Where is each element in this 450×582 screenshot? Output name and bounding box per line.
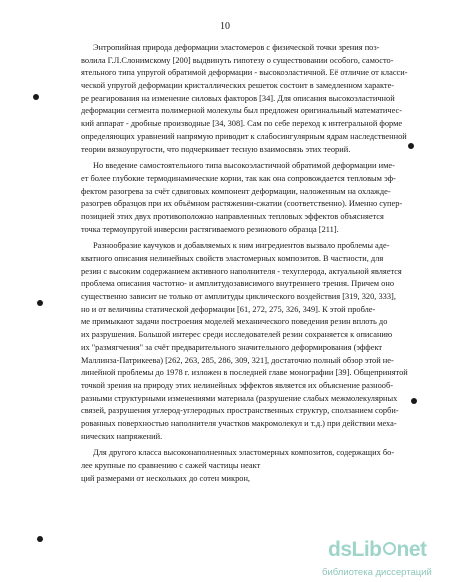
text-line: разными структурными изменениями материала (разрушение слабых межмолекулярных: [81, 393, 398, 403]
text-line: лее крупные по сравнению с сажей частицы неакт: [81, 461, 261, 470]
watermark-logo-post: net: [396, 538, 427, 561]
text-line: но и от величины статической деформации [61, 272, 275, 326, 349]. К этой пробле-: [81, 304, 376, 314]
text-line: теории вязкоупругости, что подчеркивает тесную взаимосвязь этих теорий.: [81, 144, 351, 154]
paragraph: [81, 447, 413, 485]
watermark-dot-icon: [383, 542, 396, 555]
text-line: проблема описания частотно- и амплитудозависимого внутреннего трения. Причем оно: [81, 279, 395, 289]
text-line: резин с высоким содержанием активного наполнителя - техуглерода, актуальной является: [81, 266, 402, 276]
watermark-logo: [322, 538, 450, 582]
text-line: волила Г.Л.Слонимскому [200] выдвинуть гипотезу о существовании особого, самосто-: [81, 55, 394, 65]
text-line: позицией этих двух противоположно направленных тепловых эффектов объясняется: [81, 211, 384, 221]
text-line: Маллинза-Патрикеева) [262, 263, 285, 286, 309, 321], достаточно полный обзор этой не-: [81, 355, 394, 365]
watermark-logo-text: [328, 538, 427, 562]
text-line: ме примыкают задачи построения моделей механического поведения резин вплоть до: [81, 317, 388, 327]
text-line: разогрев образцов при их объёмном растяжении-сжатии (соответственно). Именно супер-: [81, 199, 403, 209]
text-line: ческой упругой деформации кристаллических решеток состоит в замедленном характе-: [81, 81, 395, 91]
text-line: точкой зрения на природу этих нелинейных эффектов является их объяснение разнооб-: [81, 380, 394, 390]
punch-hole-mark: [37, 536, 43, 542]
text-line: Разнообразие каучуков и добавляемых к ним ингредиентов вызвало проблемы аде-: [93, 241, 390, 251]
paragraph: [81, 240, 413, 443]
punch-hole-mark: [33, 94, 39, 100]
text-line: связей, разрушения углерод-углеродных пространственных структур, сползанием сорби-: [81, 406, 399, 416]
text-line: ций размерами от нескольких до сотен микрон,: [81, 473, 251, 483]
text-line: фектом разогрева за счёт сдвиговых компонент деформации, наложенным на охлажде-: [81, 186, 391, 196]
text-line: нических напряжений.: [81, 431, 163, 441]
watermark-caption: библиотека диссертаций: [322, 567, 432, 578]
text-line: их "размягчения" за счёт предварительного значительного деформирования (эффект: [81, 342, 383, 352]
text-line: ет более глубокие термодинамические корни, так как она сопровождается тепловым эф-: [81, 173, 396, 183]
text-line: Для другого класса высоконаполненных эластомерных композитов, содержащих бо-: [93, 448, 395, 458]
text-line: кий аппарат - дробные производные [34, 308]. Сам по себе переход к интегральной форме: [81, 119, 403, 129]
text-line: их разрушения. Большой интерес среди исследователей резин сохраняется к описанию: [81, 330, 393, 340]
text-line: Но введение самостоятельного типа высокоэластичной обратимой деформации име-: [93, 161, 395, 171]
page-number: 10: [220, 21, 230, 32]
document-body: [81, 42, 413, 485]
text-line: существенно зависит не только от амплитуды циклического воздействия [319, 320, 333],: [81, 292, 396, 302]
text-line: линейной проблемы до 1978 г. изложен в последней главе монографии [39]. Общепринятой: [81, 368, 408, 378]
text-line: кватного описания нелинейных свойств эластомерных композитов. В частности, для: [81, 254, 384, 263]
paragraph: [81, 160, 413, 236]
text-line: ятельного типа упругой обратимой деформации - высокоэластичной. Её отличие от класси-: [81, 68, 408, 78]
punch-hole-mark: [411, 398, 417, 404]
text-line: определяющих уравнений напрямую приводит к слабосингулярным ядрам наследственной: [81, 131, 407, 141]
text-line: деформации сегмента полимерной молекулы был предложен оригинальный математичес-: [81, 106, 403, 116]
text-line: ре реагирования на изменение силовых факторов [34]. Для описания высокоэластичной: [81, 93, 395, 103]
watermark-logo-pre: dsLib: [328, 538, 382, 561]
text-line: рованных поверхностью наполнителя участков макромолекул и т.д.) при действии меха-: [81, 418, 397, 428]
text-line: Энтропийная природа деформации эластомеров с физической точки зрения поз-: [93, 43, 380, 52]
text-line: точка термоупругой инверсии растягиваемого резинового образца [211].: [81, 224, 339, 234]
paragraph: [81, 42, 413, 156]
punch-hole-mark: [408, 143, 414, 149]
punch-hole-mark: [37, 300, 43, 306]
